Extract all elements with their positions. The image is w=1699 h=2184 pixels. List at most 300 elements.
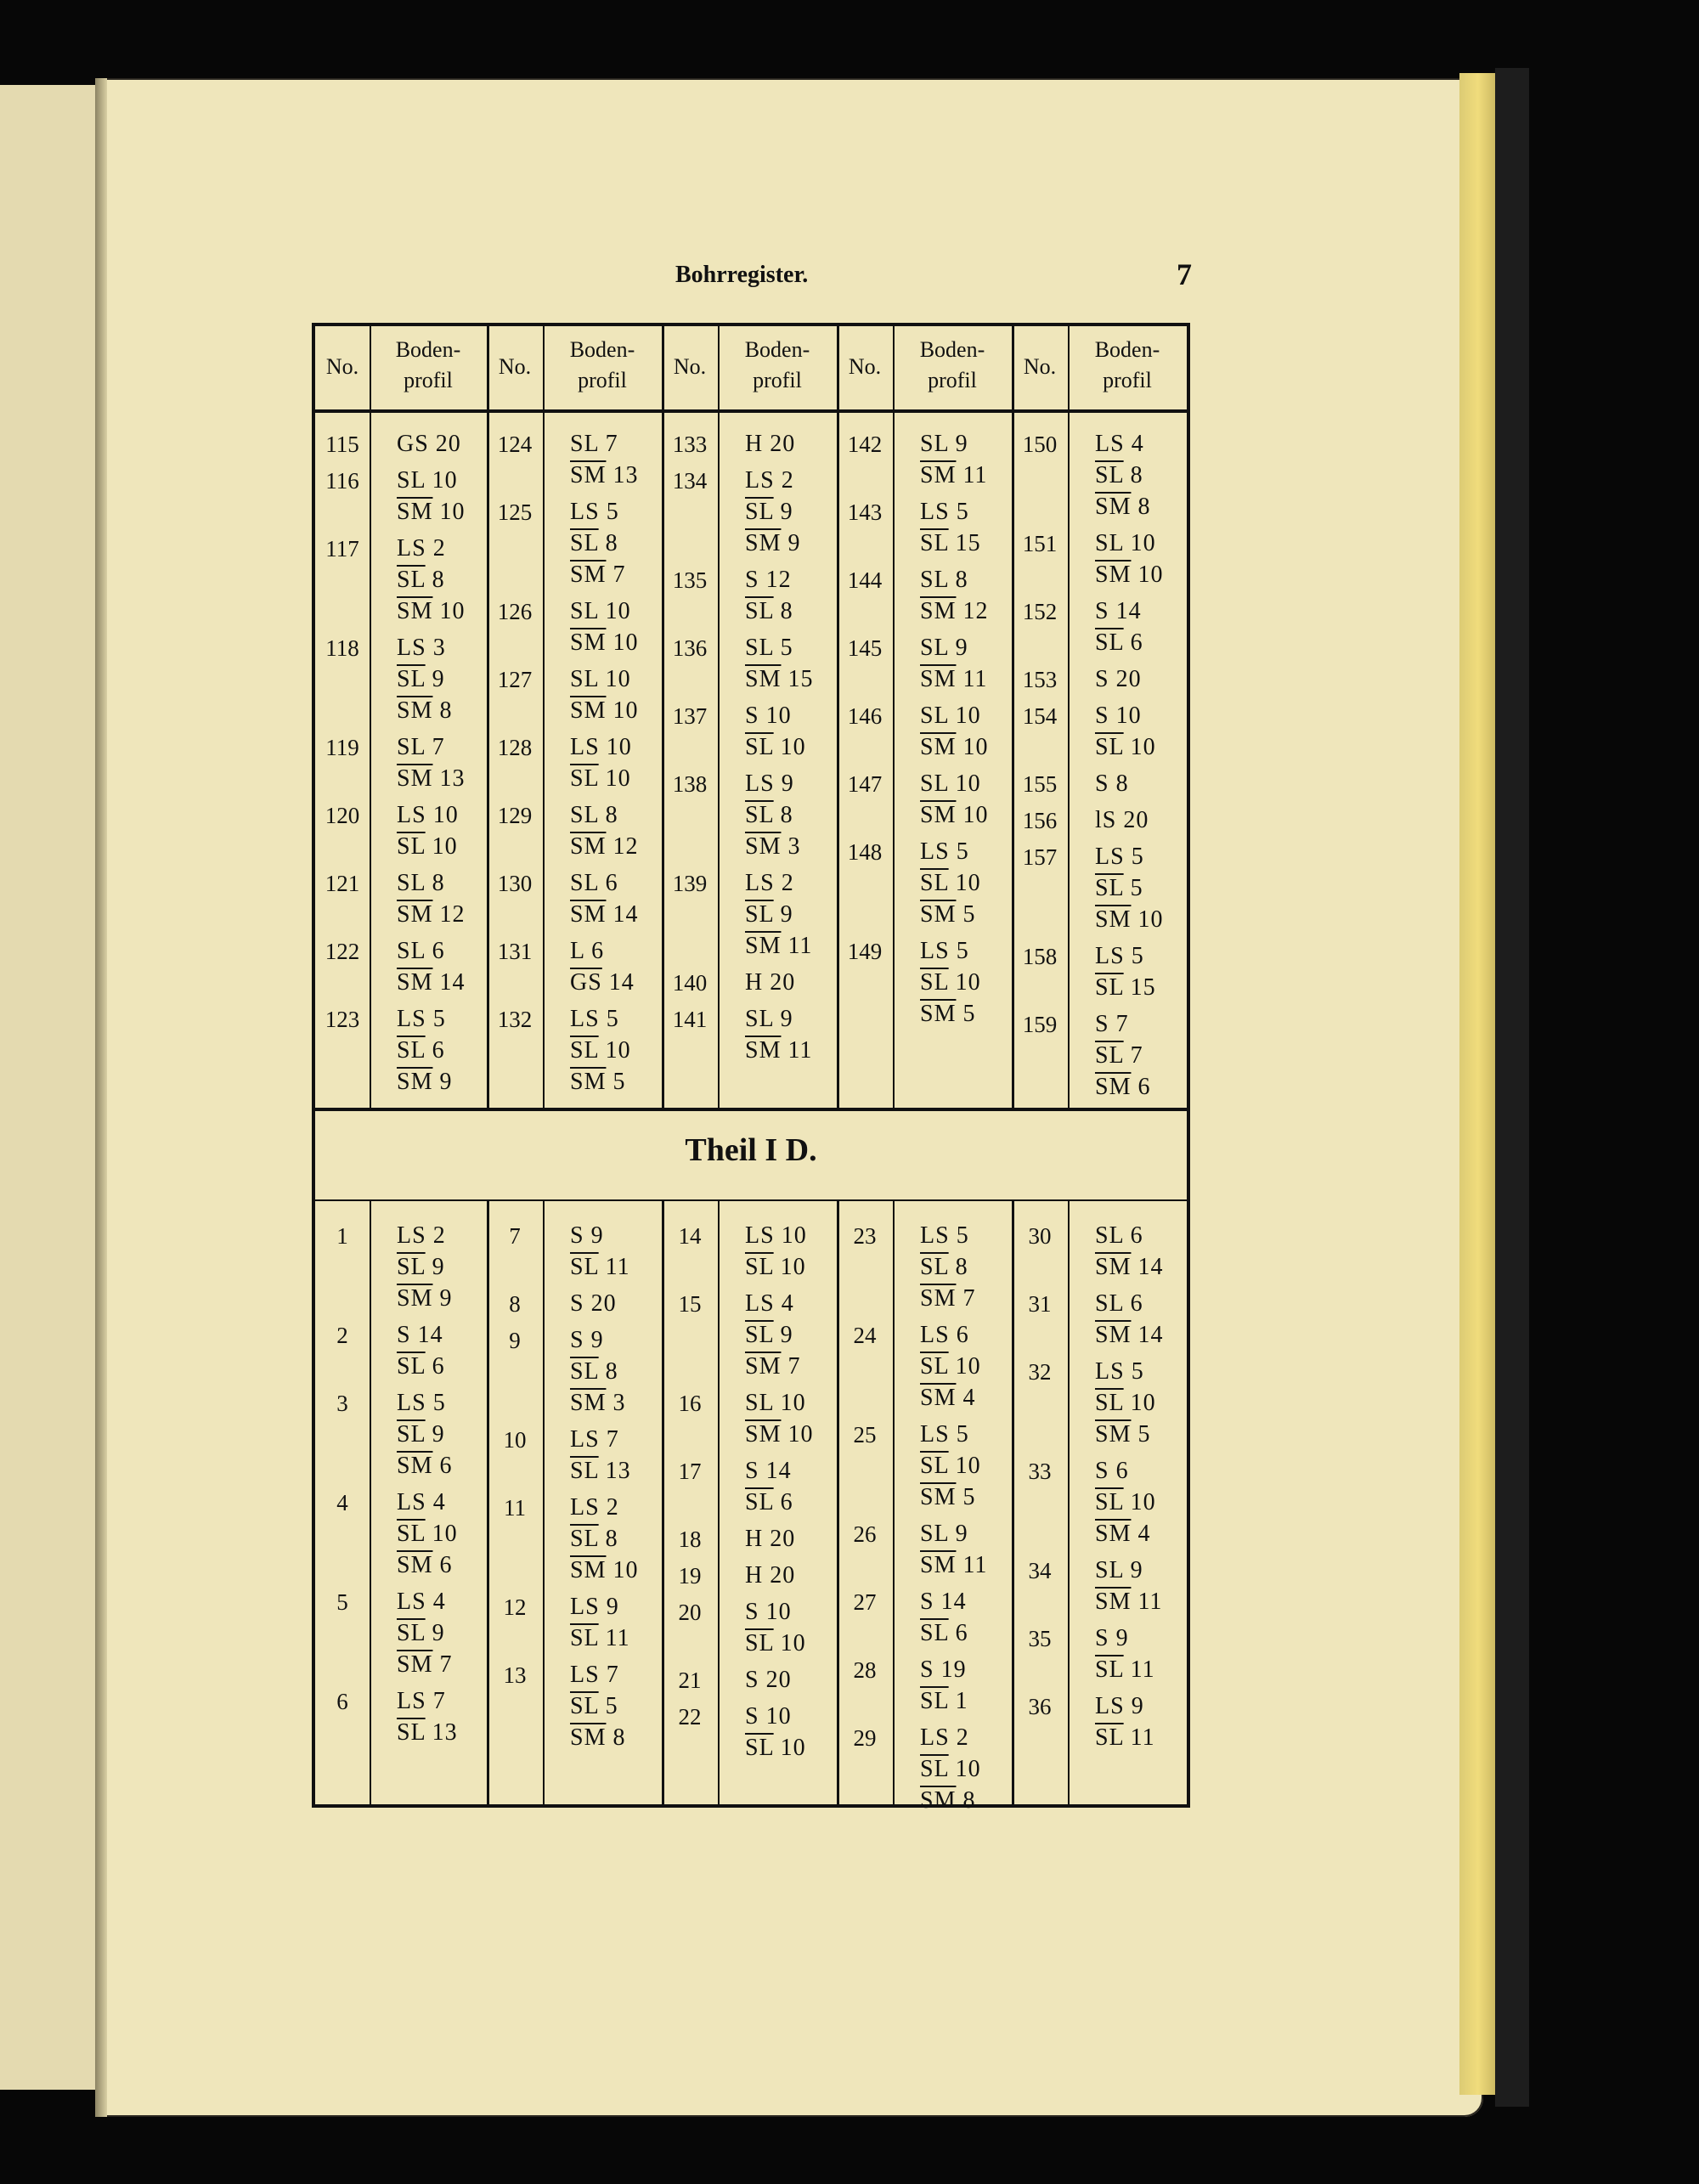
layer-code: S <box>745 703 759 729</box>
layer-code: $\overline{SL}$ <box>1095 462 1124 488</box>
layer-depth: 12 <box>759 567 792 593</box>
layer-code: $\overline{SL}$ <box>570 1526 599 1552</box>
entry-profile <box>1095 700 1156 763</box>
layer-depth: 11 <box>781 933 813 959</box>
layer-code: $\overline{SL}$ <box>920 969 949 996</box>
layer-code: $\overline{SM}$ <box>745 933 782 959</box>
layer-depth: 9 <box>584 1222 604 1249</box>
entry-profile <box>745 1003 812 1066</box>
layer-code: $\overline{SM}$ <box>397 1552 433 1578</box>
layer-depth: 10 <box>773 1630 806 1656</box>
layer-depth: 10 <box>1131 906 1164 933</box>
layer-depth: 10 <box>599 734 632 760</box>
layer-code: $\overline{SM}$ <box>397 697 433 724</box>
profile-layer <box>1095 1251 1163 1283</box>
entry-number: 27 <box>853 1589 877 1615</box>
profile-layer <box>570 559 625 590</box>
entry-profile <box>920 836 981 930</box>
entry-profile <box>570 1220 630 1283</box>
entry-profile <box>570 1659 625 1753</box>
layer-depth: 8 <box>948 1254 968 1280</box>
layer-code: S <box>745 1599 759 1625</box>
layer-depth: 20 <box>759 1667 792 1693</box>
layer-code: $\overline{SL}$ <box>570 765 599 792</box>
profile-layer <box>570 799 638 831</box>
layer-depth: 20 <box>763 1526 796 1552</box>
layer-code: $\overline{SL}$ <box>745 901 774 928</box>
layer-code: $\overline{SM}$ <box>920 1285 957 1312</box>
entry-profile <box>745 1387 813 1450</box>
layer-depth: 10 <box>432 598 466 624</box>
profile-layer <box>570 428 638 460</box>
layer-depth: 10 <box>432 499 466 525</box>
profile-layer <box>920 1251 975 1283</box>
profile-layer <box>1095 1040 1150 1071</box>
layer-depth: 8 <box>598 1526 618 1552</box>
entry-number: 122 <box>325 939 360 964</box>
layer-code: SL <box>570 666 599 692</box>
layer-code: $\overline{SL}$ <box>397 666 426 692</box>
layer-code: $\overline{SM}$ <box>397 598 433 624</box>
book-cover <box>1495 68 1529 2107</box>
layer-depth: 20 <box>763 431 796 457</box>
profile-layer <box>920 998 981 1030</box>
profile-layer <box>1095 1008 1150 1040</box>
layer-depth: 6 <box>948 1620 968 1646</box>
entry-profile <box>397 935 465 998</box>
layer-code: $\overline{SL}$ <box>1095 974 1124 1001</box>
entry-number: 31 <box>1028 1291 1052 1317</box>
profile-layer <box>920 1753 981 1785</box>
entry-number: 29 <box>853 1725 877 1751</box>
profile-layer <box>920 1785 981 1816</box>
layer-depth: 10 <box>606 697 639 724</box>
layer-depth: 20 <box>763 969 796 996</box>
entry-number: 21 <box>678 1668 702 1693</box>
layer-depth: 20 <box>428 431 461 457</box>
layer-depth: 4 <box>774 1290 794 1317</box>
profile-layer <box>397 465 465 496</box>
column-rule <box>370 1199 371 1804</box>
entry-number: 147 <box>847 771 883 797</box>
entry-profile <box>745 428 795 460</box>
layer-depth: 10 <box>948 969 981 996</box>
layer-depth: 5 <box>956 1001 976 1027</box>
layer-code: $\overline{SM}$ <box>1095 494 1132 520</box>
profile-layer <box>745 700 806 731</box>
layer-code: LS <box>1095 431 1125 457</box>
profile-layer <box>920 768 988 799</box>
layer-code: SL <box>920 567 949 593</box>
profile-layer <box>920 1220 975 1251</box>
header-no: No. <box>325 354 359 379</box>
entry-number: 154 <box>1022 703 1058 729</box>
entry-profile <box>570 867 638 930</box>
column-rule <box>370 326 371 1108</box>
layer-code: $\overline{SL}$ <box>920 530 949 556</box>
layer-depth: 15 <box>1123 974 1156 1001</box>
entry-number: 20 <box>678 1600 702 1625</box>
layer-code: $\overline{SL}$ <box>570 1693 599 1719</box>
entry-number: 121 <box>325 871 360 896</box>
layer-depth: 10 <box>425 1521 458 1547</box>
layer-depth: 14 <box>601 969 635 996</box>
profile-layer <box>397 1066 452 1098</box>
layer-code: SL <box>1095 530 1124 556</box>
entry-profile <box>745 867 812 962</box>
header-profile-line2: profil <box>928 368 977 392</box>
layer-code: $\overline{SM}$ <box>570 1724 607 1751</box>
layer-depth: 14 <box>1109 598 1142 624</box>
entry-profile <box>397 1220 452 1314</box>
layer-depth: 8 <box>598 1358 618 1385</box>
layer-depth: 7 <box>599 1426 619 1453</box>
header-profile <box>370 335 487 396</box>
layer-depth: 7 <box>432 1651 453 1678</box>
profile-layer <box>745 831 800 862</box>
entry-profile <box>397 428 461 460</box>
layer-depth: 6 <box>1123 1222 1143 1249</box>
profile-layer <box>745 1664 792 1696</box>
layer-code: S <box>570 1290 584 1317</box>
profile-layer <box>397 1649 452 1680</box>
layer-code: LS <box>397 1589 426 1615</box>
layer-code: $\overline{SL}$ <box>745 1322 774 1348</box>
layer-depth: 6 <box>425 1037 445 1064</box>
profile-layer <box>920 1685 968 1717</box>
layer-depth: 11 <box>1131 1589 1163 1615</box>
profile-layer <box>920 1549 987 1581</box>
profile-layer <box>397 1685 458 1717</box>
layer-code: $\overline{SM}$ <box>1095 1254 1132 1280</box>
entry-profile <box>570 799 638 862</box>
profile-layer <box>397 595 465 627</box>
entry-profile <box>920 768 988 831</box>
layer-code: $\overline{SL}$ <box>570 1458 599 1484</box>
profile-layer <box>1095 1387 1156 1419</box>
profile-layer <box>920 1518 987 1549</box>
layer-code: $\overline{SL}$ <box>745 598 774 624</box>
layer-depth: 20 <box>1109 666 1142 692</box>
profile-layer <box>397 695 452 726</box>
entry-profile <box>1095 1555 1162 1617</box>
layer-code: $\overline{SL}$ <box>570 1625 599 1651</box>
profile-layer <box>1095 1654 1155 1685</box>
profile-layer <box>1095 595 1143 627</box>
entry-profile <box>920 1220 975 1314</box>
profile-layer <box>745 867 812 899</box>
layer-depth: 6 <box>1123 1290 1143 1317</box>
layer-depth: 10 <box>773 1254 806 1280</box>
layer-depth: 6 <box>773 1489 793 1515</box>
layer-depth: 10 <box>956 802 989 828</box>
layer-depth: 8 <box>773 802 793 828</box>
profile-layer <box>570 695 638 726</box>
layer-code: $\overline{SL}$ <box>397 1620 426 1646</box>
profile-layer <box>570 1622 630 1654</box>
layer-code: $\overline{SM}$ <box>570 462 607 488</box>
profile-layer <box>1095 700 1156 731</box>
column-rule <box>893 1199 895 1804</box>
entry-number: 158 <box>1022 944 1058 969</box>
profile-layer <box>397 1450 452 1481</box>
layer-depth: 10 <box>948 1756 981 1782</box>
layer-depth: 7 <box>1109 1011 1129 1037</box>
entry-number: 23 <box>853 1223 877 1249</box>
entry-number: 32 <box>1028 1359 1052 1385</box>
layer-code: SL <box>397 938 426 964</box>
layer-code: $\overline{SM}$ <box>920 1484 957 1510</box>
profile-layer <box>570 899 638 930</box>
layer-code: $\overline{SM}$ <box>397 765 433 792</box>
profile-layer <box>397 1003 452 1035</box>
layer-depth: 13 <box>432 765 466 792</box>
layer-depth: 10 <box>1123 530 1156 556</box>
entry-profile <box>570 1288 617 1319</box>
layer-depth: 10 <box>425 467 458 494</box>
header-no: No. <box>498 354 532 379</box>
profile-layer <box>397 533 465 564</box>
entry-number: 150 <box>1022 432 1058 457</box>
profile-layer <box>920 564 988 595</box>
layer-code: $\overline{SM}$ <box>920 1552 957 1578</box>
profile-layer <box>920 799 988 831</box>
layer-code: $\overline{SM}$ <box>920 901 957 928</box>
layer-code: LS <box>920 1322 950 1348</box>
layer-depth: 6 <box>949 1322 969 1348</box>
profile-layer <box>745 663 813 695</box>
column-rule <box>837 326 839 1108</box>
layer-code: $\overline{SM}$ <box>920 1385 957 1411</box>
layer-depth: 5 <box>1124 844 1144 870</box>
profile-layer <box>920 428 987 460</box>
profile-layer <box>397 1586 452 1617</box>
layer-code: LS <box>397 1688 426 1714</box>
profile-layer <box>920 1319 981 1351</box>
layer-depth: 10 <box>948 1353 981 1380</box>
layer-code: $\overline{SM}$ <box>745 1353 782 1380</box>
layer-code: S <box>1095 1458 1109 1484</box>
layer-code: S <box>1095 1011 1109 1037</box>
profile-layer <box>745 1003 812 1035</box>
profile-layer <box>397 831 459 862</box>
profile-layer <box>745 1560 795 1591</box>
layer-code: $\overline{SL}$ <box>1095 734 1124 760</box>
entry-number: 26 <box>853 1521 877 1547</box>
profile-layer <box>745 1035 812 1066</box>
profile-layer <box>1095 1487 1156 1518</box>
entry-profile <box>397 1003 452 1098</box>
profile-layer <box>570 731 632 763</box>
layer-depth: 10 <box>598 1037 631 1064</box>
entry-profile <box>570 731 632 794</box>
profile-layer <box>1095 904 1163 935</box>
layer-code: $\overline{SM}$ <box>1095 1322 1132 1348</box>
layer-depth: 19 <box>934 1656 967 1683</box>
layer-code: $\overline{SL}$ <box>920 1688 949 1714</box>
profile-layer <box>920 528 981 559</box>
layer-code: LS <box>1095 1693 1125 1719</box>
layer-code: LS <box>920 499 950 525</box>
profile-layer <box>920 632 987 663</box>
profile-layer <box>570 1455 631 1487</box>
entry-profile <box>1095 663 1142 695</box>
layer-code: $\overline{SL}$ <box>1095 1656 1124 1683</box>
profile-layer <box>745 1701 806 1732</box>
book-gutter <box>95 78 107 2117</box>
layer-code: $\overline{SL}$ <box>745 499 774 525</box>
layer-depth: 8 <box>598 802 618 828</box>
profile-layer <box>745 930 812 962</box>
profile-layer <box>397 496 465 528</box>
layer-depth: 8 <box>598 530 618 556</box>
profile-layer <box>397 564 465 595</box>
layer-code: $\overline{SL}$ <box>920 870 949 896</box>
layer-depth: 20 <box>1116 807 1149 833</box>
layer-depth: 10 <box>598 598 631 624</box>
entry-profile <box>1095 1690 1155 1753</box>
layer-code: LS <box>745 467 775 494</box>
layer-code: SL <box>745 635 774 661</box>
header-no: No. <box>1023 354 1057 379</box>
layer-code: S <box>745 567 759 593</box>
layer-depth: 5 <box>426 1006 446 1032</box>
profile-layer <box>570 867 638 899</box>
layer-depth: 10 <box>759 703 792 729</box>
profile-layer <box>1095 768 1129 799</box>
layer-depth: 10 <box>426 802 459 828</box>
entry-number: 3 <box>336 1391 348 1416</box>
entry-number: 126 <box>497 599 533 624</box>
profile-layer <box>745 1455 793 1487</box>
entry-profile <box>1095 428 1150 522</box>
entry-profile <box>570 1492 638 1586</box>
layer-code: $\overline{SM}$ <box>920 598 957 624</box>
profile-layer <box>1095 528 1163 559</box>
entry-profile <box>920 428 987 491</box>
layer-depth: 8 <box>425 567 445 593</box>
profile-layer <box>570 935 635 967</box>
column-rule <box>1012 326 1014 1108</box>
entry-profile <box>1095 841 1163 935</box>
layer-depth: 1 <box>948 1688 968 1714</box>
profile-layer <box>920 1283 975 1314</box>
layer-code: $\overline{SM}$ <box>570 901 607 928</box>
profile-layer <box>1095 663 1142 695</box>
entry-profile <box>920 1586 968 1649</box>
profile-layer <box>1095 1622 1155 1654</box>
layer-depth: 11 <box>956 666 988 692</box>
profile-layer <box>397 1351 445 1382</box>
profile-layer <box>745 1523 795 1555</box>
layer-depth: 5 <box>949 838 969 865</box>
layer-code: $\overline{SL}$ <box>920 1254 949 1280</box>
entry-number: 144 <box>847 567 883 593</box>
entry-profile <box>920 564 988 627</box>
entry-profile <box>920 632 987 695</box>
profile-layer <box>397 663 452 695</box>
layer-depth: 10 <box>1123 1489 1156 1515</box>
entry-profile <box>745 967 795 998</box>
layer-depth: 11 <box>956 1552 988 1578</box>
entry-profile <box>570 1424 631 1487</box>
entry-profile <box>745 564 793 627</box>
profile-layer <box>920 1722 981 1753</box>
layer-code: LS <box>570 1006 600 1032</box>
profile-layer <box>397 1319 445 1351</box>
layer-depth: 9 <box>599 1594 619 1620</box>
layer-depth: 14 <box>1131 1254 1164 1280</box>
layer-depth: 2 <box>949 1724 969 1751</box>
entry-profile <box>920 496 981 559</box>
layer-code: $\overline{SL}$ <box>570 1037 599 1064</box>
layer-code: LS <box>397 1006 426 1032</box>
layer-depth: 20 <box>584 1290 617 1317</box>
layer-depth: 6 <box>432 1453 453 1479</box>
profile-layer <box>570 595 638 627</box>
column-rule <box>893 326 895 1108</box>
entry-number: 146 <box>847 703 883 729</box>
layer-depth: 10 <box>1131 562 1164 588</box>
entry-number: 132 <box>497 1007 533 1032</box>
entry-number: 22 <box>678 1704 702 1730</box>
layer-code: $\overline{SM}$ <box>1095 1421 1132 1448</box>
section-title: Theil I D. <box>685 1132 817 1168</box>
layer-code: S <box>1095 770 1109 797</box>
layer-code: S <box>920 1656 934 1683</box>
layer-depth: 11 <box>1123 1724 1155 1751</box>
profile-layer <box>397 632 452 663</box>
entry-profile <box>1095 1220 1163 1283</box>
header-profile-line1: Boden- <box>569 337 635 362</box>
layer-code: $\overline{SM}$ <box>745 1421 782 1448</box>
layer-depth: 11 <box>598 1254 630 1280</box>
layer-code: $\overline{SL}$ <box>745 1735 774 1761</box>
layer-code: $\overline{SL}$ <box>1095 875 1124 901</box>
entry-profile <box>745 1664 792 1696</box>
column-rule <box>1012 1199 1014 1804</box>
entry-number: 116 <box>325 468 359 494</box>
layer-depth: 5 <box>1124 943 1144 969</box>
column-rule <box>662 326 664 1108</box>
entry-profile <box>745 1560 795 1591</box>
profile-layer <box>570 1288 617 1319</box>
entry-number: 142 <box>847 432 883 457</box>
layer-code: $\overline{SL}$ <box>1095 1489 1124 1515</box>
layer-depth: 14 <box>759 1458 792 1484</box>
layer-code: $\overline{SL}$ <box>397 567 426 593</box>
entry-number: 153 <box>1022 667 1058 692</box>
entry-number: 25 <box>853 1422 877 1448</box>
layer-code: $\overline{SM}$ <box>570 833 607 860</box>
profile-layer <box>570 627 638 658</box>
layer-code: SL <box>570 870 599 896</box>
entry-profile <box>570 428 638 491</box>
layer-code: $\overline{SM}$ <box>570 1069 607 1095</box>
entry-number: 8 <box>509 1291 521 1317</box>
layer-code: L <box>570 938 585 964</box>
profile-layer <box>745 1596 806 1628</box>
profile-layer <box>397 1717 458 1748</box>
profile-layer <box>1095 1555 1162 1586</box>
entry-profile <box>920 1518 987 1581</box>
layer-code: H <box>745 1526 764 1552</box>
layer-code: LS <box>745 770 775 797</box>
profile-layer <box>397 763 465 794</box>
layer-code: $\overline{SM}$ <box>745 833 782 860</box>
page-stack-edge <box>1459 73 1497 2095</box>
profile-layer <box>570 1003 631 1035</box>
